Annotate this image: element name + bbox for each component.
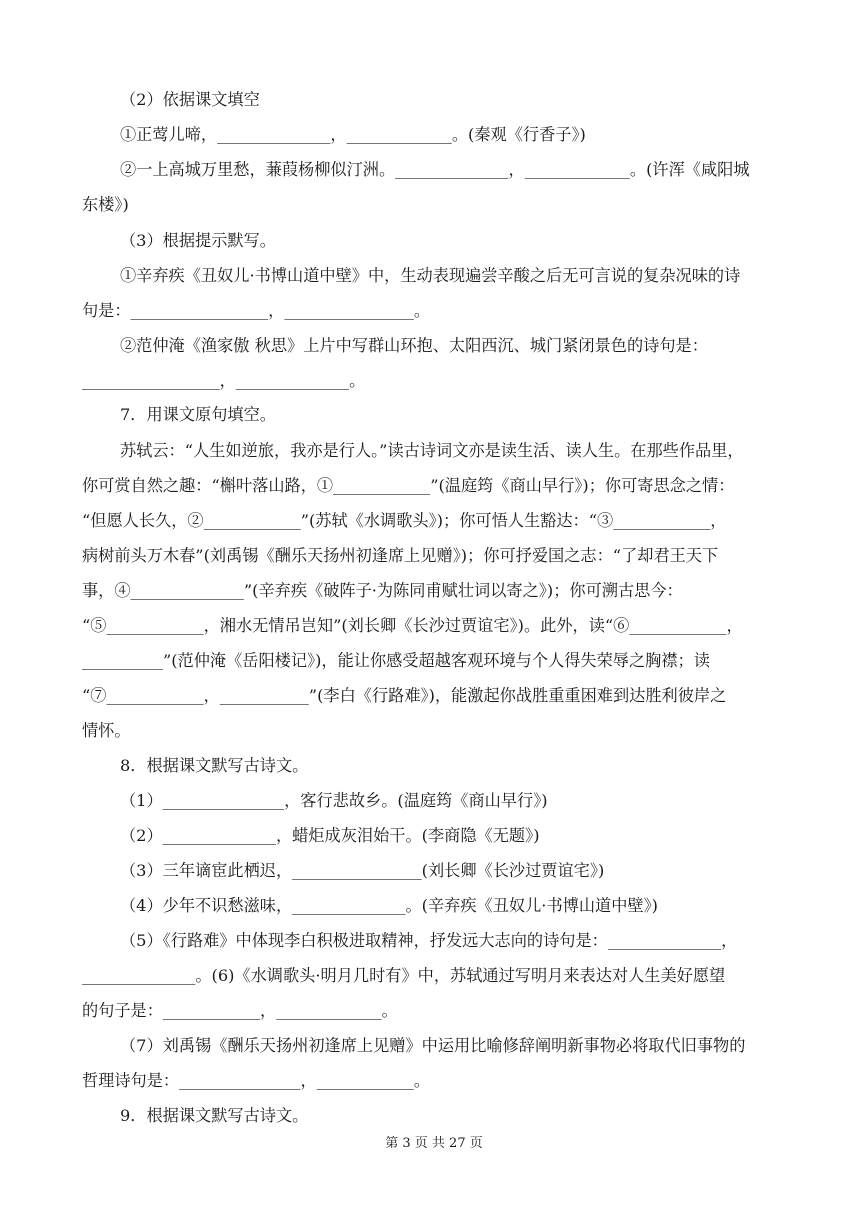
text-line: （7）刘禹锡《酬乐天扬州初逢席上见赠》中运用比喻修辞阐明新事物必将取代旧事物的 [120,1036,746,1055]
blank-line: 你可赏自然之趣：“槲叶落山路，①____________”(温庭筠《商山早行》)；你可寄思念之情： [82,476,735,495]
blank-line: ______________。(6)《水调歌头·明月几时有》中，苏轼通过写明月来表达对人生美好愿望 [82,966,726,985]
text-line: 苏轼云：“人生如逆旅，我亦是行人。”读古诗词文亦是读生活、读人生。在那些作品里， [120,441,744,460]
blank-line: 哲理诗句是：_______________，____________。 [82,1071,431,1090]
subquestion-2-heading: （2）依据课文填空 [120,90,260,109]
text-line: 东楼》) [82,195,129,214]
text-line: ②范仲淹《渔家傲 秋思》上片中写群山环抱、太阳西沉、城门紧闭景色的诗句是： [120,336,708,355]
question-8-heading: 8．根据课文默写古诗文。 [120,756,309,775]
text-line: 情怀。 [82,721,131,740]
page-footer: 第 3 页 共 27 页 [385,1136,483,1151]
subquestion-3-heading: （3）根据提示默写。 [120,231,276,250]
question-7-heading: 7．用课文原句填空。 [120,405,276,424]
text-line: ①辛弃疾《丑奴儿·书博山道中壁》中，生动表现遍尝辛酸之后无可言说的复杂况味的诗 [120,266,741,285]
blank-line: （1）_______________，客行悲故乡。(温庭筠《商山早行》) [120,791,548,810]
text-line: 病树前头万木春”(刘禹锡《酬乐天扬州初逢席上见赠》)；你可抒爱国之志：“了却君王天下 [82,546,719,565]
blank-line: 句是：_________________，________________。 [82,301,431,320]
blank-line: （5）《行路难》中体现李白积极进取精神，抒发远大志向的诗句是：______________， [120,931,738,950]
blank-line: _________________，______________。 [82,371,366,390]
blank-line: （4）少年不识愁滋味，______________。(辛弃疾《丑奴儿·书博山道中壁》) [120,896,658,915]
blank-line: __________”(范仲淹《岳阳楼记》)，能让你感受超越客观环境与个人得失荣辱之胸襟；读 [82,651,710,670]
blank-line: “⑤____________，湘水无情吊岂知”(刘长卿《长沙过贾谊宅》)。此外，读“⑥____________， [82,616,743,635]
blank-line: （3）三年谪宦此栖迟，________________(刘长卿《长沙过贾谊宅》) [120,861,605,880]
blank-line: 事，④______________”(辛弃疾《破阵子·为陈同甫赋壮词以寄之》)；你可溯古思今： [82,581,683,600]
blank-line: （2）______________，蜡炬成灰泪始干。(李商隐《无题》) [120,826,540,845]
blank-line: “⑦____________，___________”(李白《行路难》)，能激起你战胜重重困难到达胜利彼岸之 [82,686,727,705]
question-9-heading: 9．根据课文默写古诗文。 [120,1106,309,1125]
blank-line: 的句子是：____________，_____________。 [82,1001,398,1020]
blank-line: ②一上高城万里愁，蒹葭杨柳似汀洲。______________，_____________。(许浑《咸阳城 [120,160,750,179]
blank-line: “但愿人长久，②____________”(苏轼《水调歌头》)；你可悟人生豁达：“③____________， [82,511,727,530]
blank-line: ①正莺儿啼，______________，_____________。(秦观《行香子》) [120,125,586,144]
